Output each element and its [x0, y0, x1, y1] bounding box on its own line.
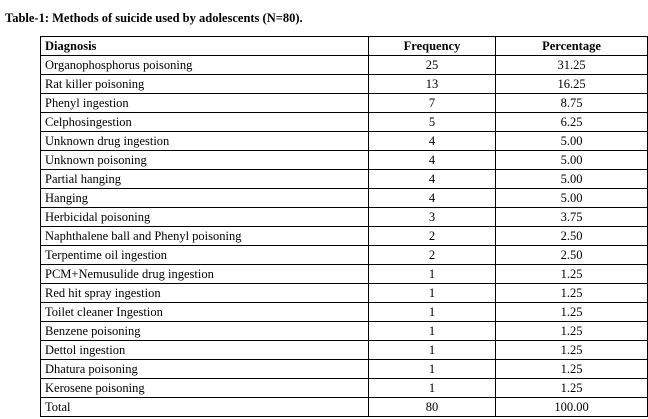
cell-diagnosis: Unknown drug ingestion [41, 132, 369, 151]
cell-frequency: 1 [369, 379, 496, 398]
cell-frequency: 7 [369, 94, 496, 113]
table-row [41, 170, 648, 189]
cell-percentage: 1.25 [496, 379, 648, 398]
cell-diagnosis: Rat killer poisoning [41, 75, 369, 94]
table-row [41, 303, 648, 322]
table-row [41, 132, 648, 151]
cell-frequency: 1 [369, 303, 496, 322]
cell-percentage: 1.25 [496, 265, 648, 284]
cell-percentage: 1.25 [496, 303, 648, 322]
cell-frequency: 1 [369, 265, 496, 284]
cell-frequency: 1 [369, 360, 496, 379]
cell-frequency: 13 [369, 75, 496, 94]
cell-frequency: 1 [369, 284, 496, 303]
cell-percentage: 1.25 [496, 284, 648, 303]
cell-frequency: 1 [369, 341, 496, 360]
table-row [41, 56, 648, 75]
cell-frequency: 5 [369, 113, 496, 132]
cell-percentage: 31.25 [496, 56, 648, 75]
cell-percentage: 2.50 [496, 246, 648, 265]
cell-diagnosis: Partial hanging [41, 170, 369, 189]
total-row [41, 398, 648, 417]
cell-diagnosis: Naphthalene ball and Phenyl poisoning [41, 227, 369, 246]
table-row [41, 208, 648, 227]
cell-frequency: 4 [369, 132, 496, 151]
cell-percentage: 1.25 [496, 341, 648, 360]
cell-percentage: 1.25 [496, 360, 648, 379]
table-row [41, 379, 648, 398]
cell-percentage: 1.25 [496, 322, 648, 341]
table-row [41, 322, 648, 341]
cell-diagnosis: Kerosene poisoning [41, 379, 369, 398]
cell-diagnosis: Red hit spray ingestion [41, 284, 369, 303]
cell-percentage: 5.00 [496, 151, 648, 170]
cell-frequency: 4 [369, 151, 496, 170]
cell-diagnosis: Terpentime oil ingestion [41, 246, 369, 265]
cell-diagnosis: Toilet cleaner Ingestion [41, 303, 369, 322]
cell-percentage: 6.25 [496, 113, 648, 132]
table-row [41, 189, 648, 208]
cell-diagnosis: Organophosphorus poisoning [41, 56, 369, 75]
cell-diagnosis: Herbicidal poisoning [41, 208, 369, 227]
table-caption: Table-1: Methods of suicide used by adolescents (N=80). [5, 11, 303, 25]
cell-diagnosis: Dettol ingestion [41, 341, 369, 360]
cell-percentage: 3.75 [496, 208, 648, 227]
cell-diagnosis: Celphosingestion [41, 113, 369, 132]
table-row [41, 227, 648, 246]
cell-frequency: 3 [369, 208, 496, 227]
table-row [41, 360, 648, 379]
cell-percentage: 5.00 [496, 189, 648, 208]
total-label: Total [41, 398, 369, 417]
header-percentage: Percentage [496, 37, 648, 56]
cell-frequency: 1 [369, 322, 496, 341]
cell-frequency: 2 [369, 246, 496, 265]
cell-percentage: 2.50 [496, 227, 648, 246]
cell-frequency: 2 [369, 227, 496, 246]
cell-diagnosis: PCM+Nemusulide drug ingestion [41, 265, 369, 284]
cell-percentage: 8.75 [496, 94, 648, 113]
cell-frequency: 4 [369, 170, 496, 189]
table-row [41, 246, 648, 265]
cell-diagnosis: Benzene poisoning [41, 322, 369, 341]
table-row [41, 94, 648, 113]
header-diagnosis: Diagnosis [41, 37, 369, 56]
cell-frequency: 4 [369, 189, 496, 208]
methods-table [40, 36, 648, 417]
header-row [41, 37, 648, 56]
table-row [41, 265, 648, 284]
table-row [41, 341, 648, 360]
total-percentage: 100.00 [496, 398, 648, 417]
cell-diagnosis: Dhatura poisoning [41, 360, 369, 379]
table-row [41, 151, 648, 170]
cell-diagnosis: Hanging [41, 189, 369, 208]
cell-percentage: 5.00 [496, 132, 648, 151]
cell-diagnosis: Phenyl ingestion [41, 94, 369, 113]
table-row [41, 113, 648, 132]
cell-percentage: 16.25 [496, 75, 648, 94]
cell-diagnosis: Unknown poisoning [41, 151, 369, 170]
table-row [41, 75, 648, 94]
cell-frequency: 25 [369, 56, 496, 75]
header-frequency: Frequency [369, 37, 496, 56]
cell-percentage: 5.00 [496, 170, 648, 189]
total-frequency: 80 [369, 398, 496, 417]
table-row [41, 284, 648, 303]
